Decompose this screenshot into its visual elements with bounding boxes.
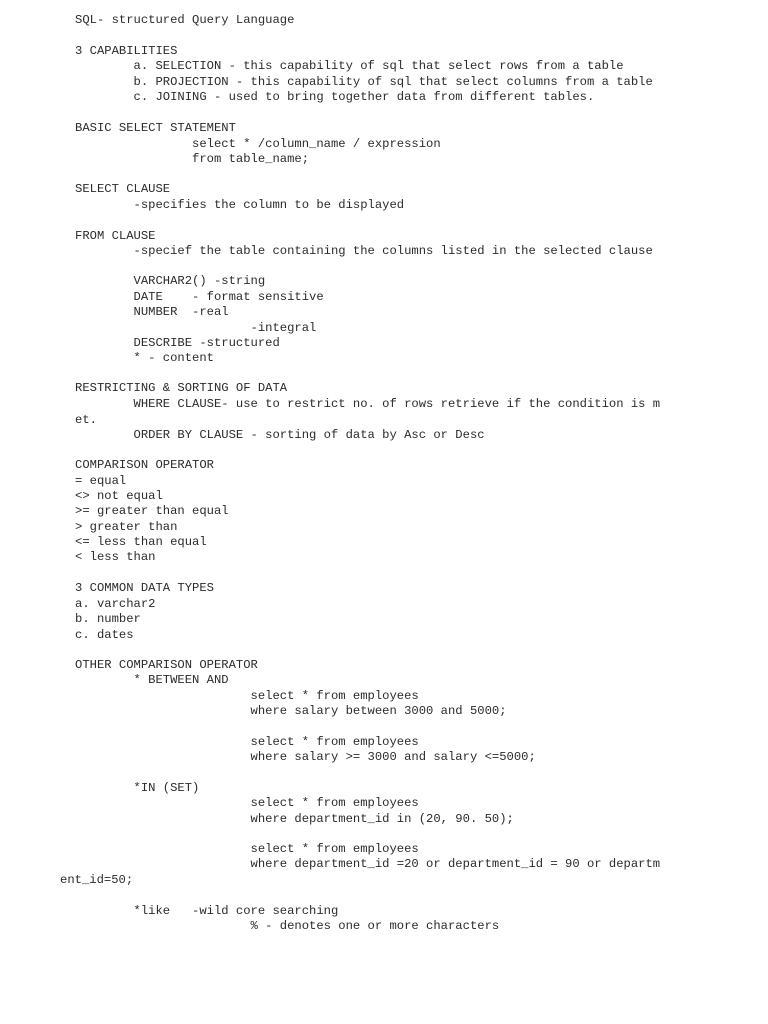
doc-line: c. JOINING - used to bring together data from different tables. xyxy=(75,90,595,104)
section-heading: OTHER COMPARISON OPERATOR xyxy=(75,658,258,672)
doc-line: VARCHAR2() -string xyxy=(75,274,266,288)
doc-line: DESCRIBE -structured xyxy=(75,336,280,350)
doc-line: = equal xyxy=(75,474,127,488)
doc-line: a. SELECTION - this capability of sql that select rows from a table xyxy=(75,59,624,73)
code-line: select * from employees xyxy=(75,796,419,810)
doc-line: WHERE CLAUSE- use to restrict no. of rows retrieve if the condition is m xyxy=(75,397,661,411)
doc-line: * BETWEEN AND xyxy=(75,673,229,687)
doc-line: * - content xyxy=(75,351,214,365)
doc-line: *IN (SET) xyxy=(75,781,200,795)
code-line: where department_id =20 or department_id = 90 or departm xyxy=(75,857,661,871)
doc-line: <> not equal xyxy=(75,489,163,503)
code-line: select * from employees xyxy=(75,689,419,703)
section-heading: SELECT CLAUSE xyxy=(75,182,171,196)
code-line: select * from employees xyxy=(75,735,419,749)
doc-line: <= less than equal xyxy=(75,535,207,549)
doc-line: a. varchar2 xyxy=(75,597,156,611)
doc-line: b. number xyxy=(75,612,141,626)
doc-line: >= greater than equal xyxy=(75,504,229,518)
doc-line: NUMBER -real xyxy=(75,305,229,319)
code-line: where salary >= 3000 and salary <=5000; xyxy=(75,750,536,764)
section-heading: RESTRICTING & SORTING OF DATA xyxy=(75,381,288,395)
doc-line: -integral xyxy=(75,321,317,335)
doc-line: ORDER BY CLAUSE - sorting of data by Asc or Desc xyxy=(75,428,485,442)
code-line: ent_id=50; xyxy=(60,873,134,887)
doc-line: *like -wild core searching xyxy=(75,904,339,918)
doc-line: -specief the table containing the columns listed in the selected clause xyxy=(75,244,653,258)
section-heading: FROM CLAUSE xyxy=(75,229,156,243)
code-line: where department_id in (20, 90. 50); xyxy=(75,812,514,826)
section-heading: COMPARISON OPERATOR xyxy=(75,458,214,472)
section-heading: 3 COMMON DATA TYPES xyxy=(75,581,214,595)
doc-line: % - denotes one or more characters xyxy=(75,919,500,933)
code-line: where salary between 3000 and 5000; xyxy=(75,704,507,718)
doc-line: b. PROJECTION - this capability of sql that select columns from a table xyxy=(75,75,653,89)
doc-line: c. dates xyxy=(75,628,134,642)
doc-line: DATE - format sensitive xyxy=(75,290,324,304)
section-heading: BASIC SELECT STATEMENT xyxy=(75,121,236,135)
code-line: from table_name; xyxy=(75,152,310,166)
code-line: select * from employees xyxy=(75,842,419,856)
doc-line: < less than xyxy=(75,550,156,564)
doc-title: SQL- structured Query Language xyxy=(75,13,295,27)
section-heading: 3 CAPABILITIES xyxy=(75,44,178,58)
doc-line: et. xyxy=(75,413,97,427)
doc-line: -specifies the column to be displayed xyxy=(75,198,405,212)
code-line: select * /column_name / expression xyxy=(75,137,441,151)
doc-line: > greater than xyxy=(75,520,178,534)
